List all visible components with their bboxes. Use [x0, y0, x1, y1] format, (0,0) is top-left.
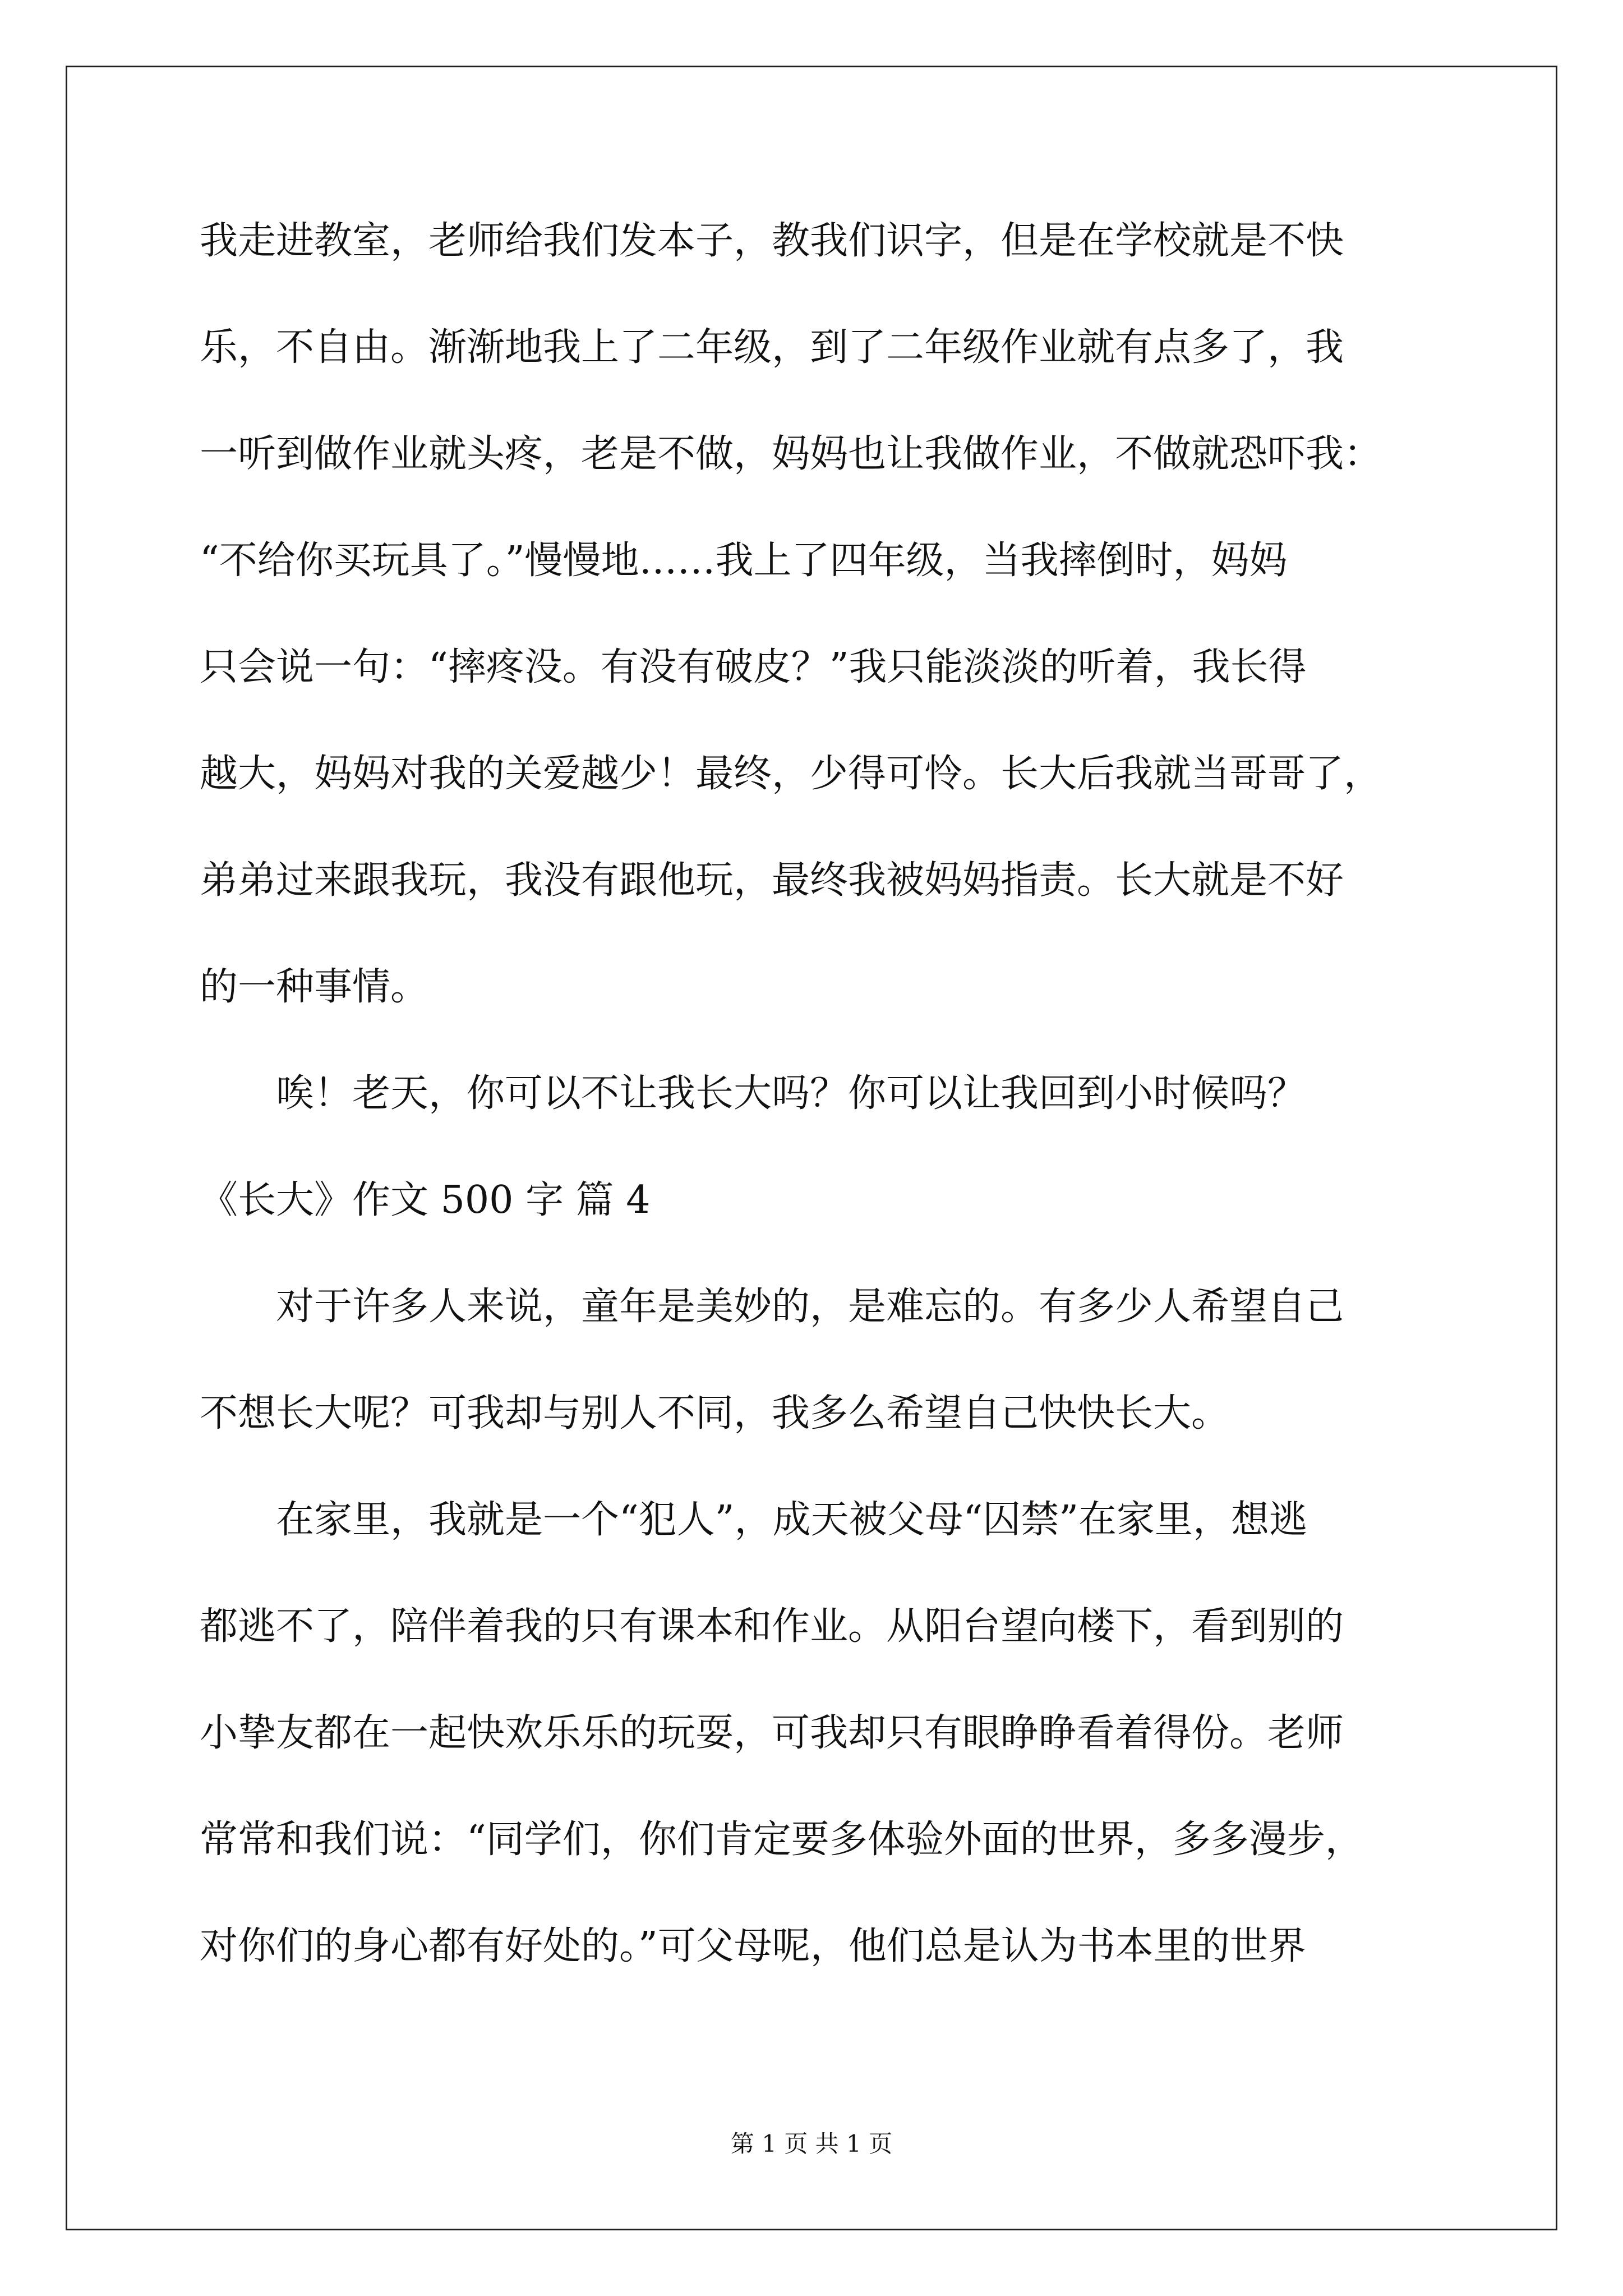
section-heading: 《长大》作文 500 字 篇 4: [200, 1178, 651, 1222]
text-line: 对于许多人来说，童年是美妙的，是难忘的。有多少人希望自己: [200, 1285, 1344, 1329]
text-line: 的一种事情。: [200, 965, 429, 1009]
text-line: 只会说一句：“摔疼没。有没有破皮？”我只能淡淡的听着，我长得: [200, 645, 1307, 689]
text-line: 我走进教室，老师给我们发本子，教我们识字，但是在学校就是不快: [200, 219, 1344, 263]
text-line: 乐，不自由。渐渐地我上了二年级，到了二年级作业就有点多了，我: [200, 325, 1344, 370]
page-border: [66, 66, 1557, 2230]
text-line: 越大，妈妈对我的关爱越少！最终，少得可怜。长大后我就当哥哥了，: [200, 752, 1382, 796]
text-line: 唉！老天，你可以不让我长大吗？你可以让我回到小时候吗？: [200, 1071, 1306, 1116]
text-line: 对你们的身心都有好处的。”可父母呢，他们总是认为书本里的世界: [200, 1924, 1306, 1968]
text-line: 都逃不了，陪伴着我的只有课本和作业。从阳台望向楼下，看到别的: [200, 1604, 1344, 1649]
text-line: 不想长大呢？可我却与别人不同，我多么希望自己快快长大。: [200, 1391, 1230, 1435]
page-number-footer: 第 1 页 共 1 页: [730, 2130, 893, 2157]
text-line: 常常和我们说：“同学们，你们肯定要多体验外面的世界，多多漫步，: [200, 1818, 1363, 1862]
text-line: “不给你买玩具了。”慢慢地……我上了四年级，当我摔倒时，妈妈: [200, 539, 1288, 583]
text-line: 弟弟过来跟我玩，我没有跟他玩，最终我被妈妈指责。长大就是不好: [200, 858, 1344, 903]
text-line: 小挚友都在一起快欢乐乐的玩耍，可我却只有眼睁睁看着得份。老师: [200, 1711, 1344, 1755]
text-line: 一听到做作业就头疼，老是不做，妈妈也让我做作业，不做就恐吓我：: [200, 432, 1382, 476]
text-line: 在家里，我就是一个“犯人”，成天被父母“囚禁”在家里，想逃: [200, 1498, 1308, 1542]
